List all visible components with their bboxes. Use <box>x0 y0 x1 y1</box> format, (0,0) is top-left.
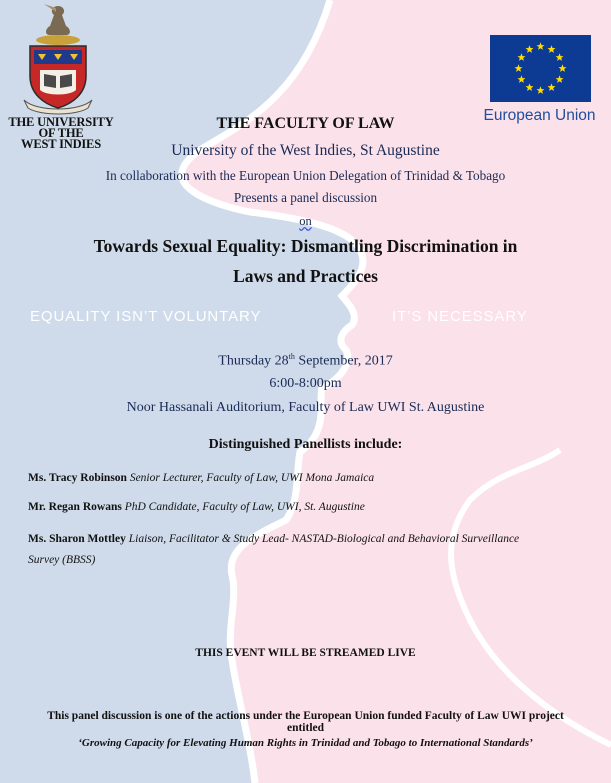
panellist-3-role-line2: Survey (BBSS) <box>28 554 96 566</box>
date-prefix: Thursday 28 <box>218 353 289 369</box>
collaboration-line: In collaboration with the European Union Delegation of Trinidad & Tobago <box>105 168 506 183</box>
slogan-left: EQUALITY ISN’T VOLUNTARY <box>30 308 262 325</box>
event-title-line1: Towards Sexual Equality: Dismantling Discrimination in <box>93 236 518 256</box>
date-rest: September, 2017 <box>294 353 393 369</box>
panellist-1 <box>28 468 588 489</box>
panellist-2-role-sep: , <box>196 501 203 513</box>
stream-notice: THIS EVENT WILL BE STREAMED LIVE <box>195 647 416 659</box>
panellist-3-name: Ms. Sharon Mottley <box>28 533 126 545</box>
panellist-3 <box>28 529 588 571</box>
footer-line2: entitled <box>286 722 325 734</box>
uwi-name-line2: OF THE <box>38 126 84 140</box>
faculty-heading: THE FACULTY OF LAW <box>216 115 395 132</box>
panellist-1-name: Ms. Tracy Robinson <box>28 472 127 484</box>
presents-line: Presents a panel discussion <box>233 190 378 205</box>
panellist-2-role: PhD Candidate <box>124 501 197 513</box>
event-title-line2: Laws and Practices <box>233 266 378 286</box>
panellist-3-role: Liaison, Facilitator & Study Lead- NASTAD-Biological and Behavioral Surveillance <box>128 533 520 545</box>
panellist-2-role-rest: Faculty of Law, UWI, St. Augustine <box>202 501 365 513</box>
eu-label: European Union <box>483 107 596 124</box>
eu-flag-icon <box>490 35 591 102</box>
slogan-right: IT’S NECESSARY <box>392 308 528 325</box>
footer-note <box>0 710 611 734</box>
event-time: 6:00-8:00pm <box>269 376 342 391</box>
date-suffix: th <box>288 352 295 361</box>
footer-line1: This panel discussion is one of the actions under the European Union funded Faculty of Law UWI project <box>47 710 564 722</box>
panellist-2 <box>28 497 588 518</box>
panellists-heading: Distinguished Panellists include: <box>208 437 403 452</box>
panellist-2-name: Mr. Regan Rowans <box>28 501 122 513</box>
uwi-crest-pelican-icon <box>16 4 100 116</box>
on-line <box>0 212 611 230</box>
event-date <box>0 352 611 370</box>
uwi-name-line3: WEST INDIES <box>21 137 101 151</box>
uwi-name-line1: THE UNIVERSITY <box>8 115 114 129</box>
university-line: University of the West Indies, St Augustine <box>171 142 440 159</box>
on-word: on <box>299 214 312 228</box>
footer-project-title: ‘Growing Capacity for Elevating Human Rights in Trinidad and Tobago to International Standards’ <box>78 737 533 749</box>
panellist-1-role: Senior Lecturer, Faculty of Law, UWI Mona Jamaica <box>129 472 375 484</box>
event-venue: Noor Hassanali Auditorium, Faculty of Law UWI St. Augustine <box>126 400 485 415</box>
